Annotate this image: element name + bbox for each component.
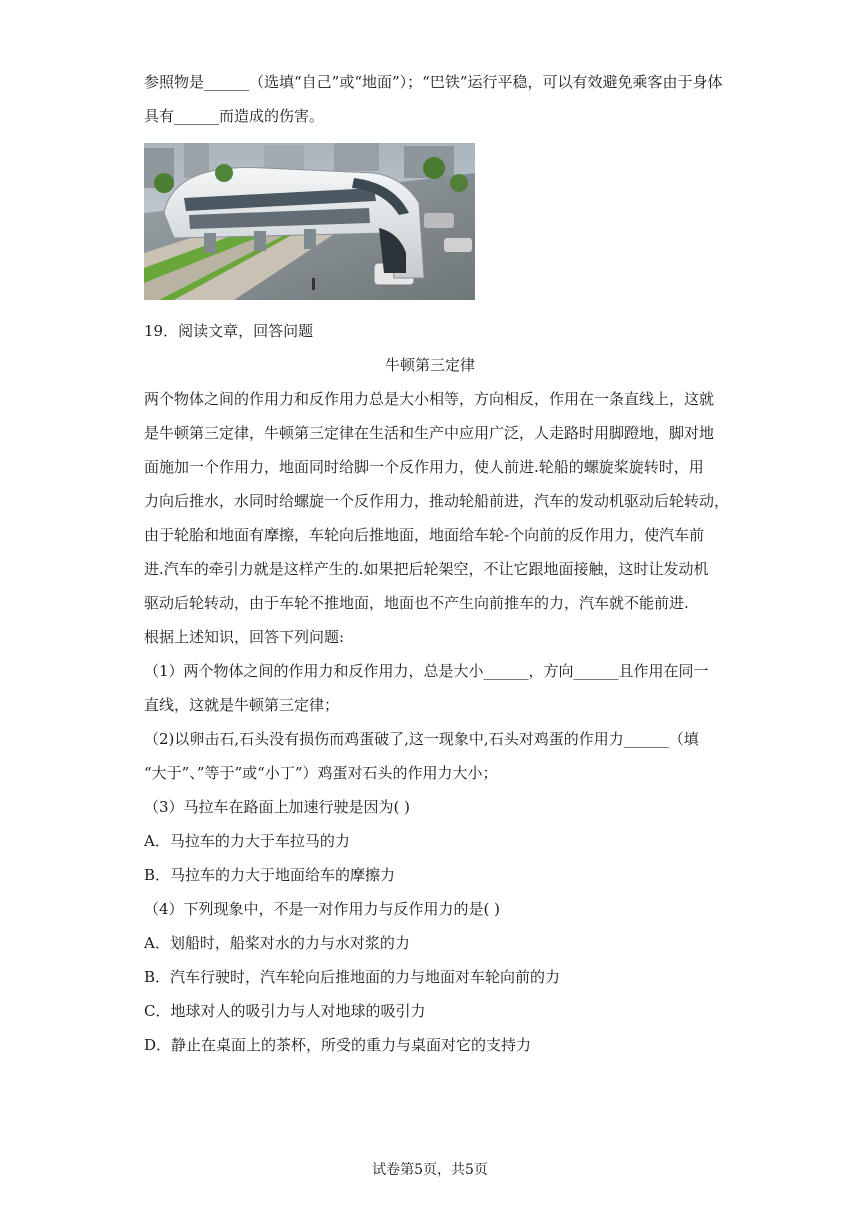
article-line: 进.汽车的牵引力就是这样产生的.如果把后轮架空，不让它跟地面接触，这时让发动机 [144,560,709,578]
article-line: 力向后推水，水同时给螺旋一个反作用力，推动轮船前进，汽车的发动机驱动后轮转动， [144,492,730,510]
sub-question-2: （2)以卵击石,石头没有损伤而鸡蛋破了,这一现象中,石头对鸡蛋的作用力______（填 [144,730,699,748]
question-19-heading: 19．阅读文章，回答问题 [144,322,314,340]
straddling-bus-photo [144,143,475,300]
article-line: 根据上述知识，回答下列问题: [144,628,345,646]
option-4b: B．汽车行驶时，汽车轮向后推地面的力与地面对车轮向前的力 [144,968,561,986]
sub-question-1-cont: 直线，这就是牛顿第三定律； [144,696,340,714]
intro-line-1: 参照物是______（选填“自己”或“地面”）；“巴铁”运行平稳，可以有效避免乘客由于身体 [144,73,723,91]
sub-question-4: （4）下列现象中，不是一对作用力与反作用力的是( ) [144,900,501,918]
option-3a: A．马拉车的力大于车拉马的力 [144,832,350,850]
option-4c: C．地球对人的吸引力与人对地球的吸引力 [144,1002,426,1020]
option-3b: B．马拉车的力大于地面给车的摩擦力 [144,866,396,884]
option-4a: A．划船时，船桨对水的力与水对浆的力 [144,934,410,952]
article-title: 牛顿第三定律 [384,356,475,374]
intro-line-2: 具有______而造成的伤害。 [144,107,325,125]
page-footer: 试卷第5页，共5页 [372,1162,488,1178]
option-4d: D．静止在桌面上的茶杯，所受的重力与桌面对它的支持力 [144,1036,532,1054]
article-line: 由于轮胎和地面有摩擦，车轮向后推地面，地面给车轮-个向前的反作用力，使汽车前 [144,526,705,544]
article-line: 两个物体之间的作用力和反作用力总是大小相等，方向相反，作用在一条直线上，这就 [144,390,715,408]
article-line: 面施加一个作用力，地面同时给脚一个反作用力，使人前进.轮船的螺旋桨旋转时，用 [144,458,704,476]
article-line: 驱动后轮转动，由于车轮不推地面，地面也不产生向前推车的力，汽车就不能前进. [144,594,689,612]
article-line: 是牛顿第三定律，牛顿第三定律在生活和生产中应用广泛，人走路时用脚蹬地，脚对地 [144,424,715,442]
sub-question-2-cont: “大于”、”等于”或“小丁”）鸡蛋对石头的作用力大小； [144,764,498,782]
sub-question-3: （3）马拉车在路面上加速行驶是因为( ) [144,798,411,816]
sub-question-1: （1）两个物体之间的作用力和反作用力，总是大小______，方向______且作用在同一 [144,662,709,680]
